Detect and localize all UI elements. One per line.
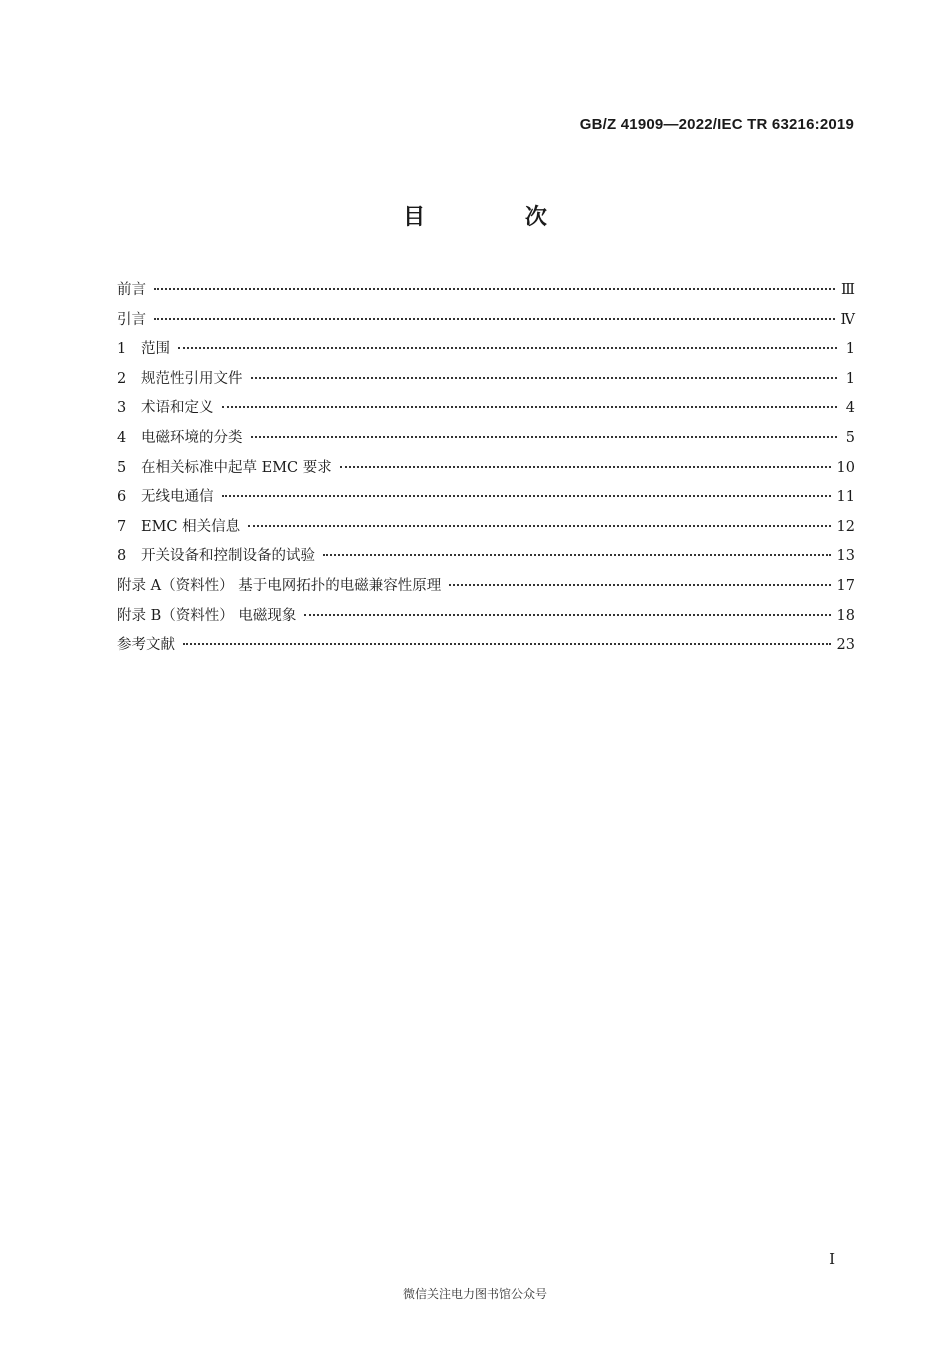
toc-entry-page: 13 (836, 548, 855, 565)
toc-entry-number: 4 (117, 429, 127, 446)
toc-entry-page: 11 (836, 489, 855, 506)
watermark-text: 微信关注电力图书馆公众号 (402, 1287, 547, 1301)
dot-leader (154, 288, 835, 290)
toc-entry-page: 10 (836, 459, 855, 476)
toc-entry[interactable] (117, 633, 855, 663)
toc-entry[interactable] (117, 396, 855, 426)
dot-leader (340, 466, 831, 468)
toc-entry-page: Ⅲ (841, 282, 855, 298)
toc-entry-label: 电磁环境的分类 (141, 429, 243, 446)
toc-entry-number: 3 (117, 400, 127, 417)
toc-entry-page: 1 (845, 341, 855, 358)
page-number: I (829, 1250, 835, 1268)
toc-entry-number: 5 (117, 459, 127, 476)
dot-leader (323, 554, 831, 556)
toc-entry[interactable] (117, 604, 855, 634)
toc-entry[interactable] (117, 574, 855, 604)
toc-entry[interactable] (117, 485, 855, 515)
dot-leader (251, 377, 838, 379)
toc-entry-label: 无线电通信 (141, 489, 214, 506)
toc-entry[interactable] (117, 544, 855, 574)
toc-entry-label: 附录 A（资料性） 基于电网拓扑的电磁兼容性原理 (117, 577, 442, 594)
toc-entry[interactable] (117, 515, 855, 545)
toc-entry-number: 1 (117, 341, 127, 358)
toc-entry[interactable] (117, 308, 855, 338)
dot-leader (248, 525, 830, 527)
dot-leader (304, 614, 830, 616)
dot-leader (154, 318, 835, 320)
toc-entry-label: 范围 (141, 341, 170, 358)
dot-leader (449, 584, 830, 586)
toc-entry-number: 8 (117, 548, 127, 565)
dot-leader (178, 347, 837, 349)
page-title: 目 次 (403, 205, 593, 230)
toc-entry-label: 附录 B（资料性） 电磁现象 (117, 607, 297, 624)
toc-entry-page: 5 (845, 429, 855, 446)
toc-entry-number: 7 (117, 518, 127, 535)
dot-leader (222, 495, 831, 497)
toc-entry[interactable] (117, 337, 855, 367)
dot-leader (251, 436, 838, 438)
toc-entry-label: 引言 (117, 311, 146, 328)
toc-entry-page: 17 (836, 577, 855, 594)
toc-entry-label: 开关设备和控制设备的试验 (141, 548, 315, 565)
toc-entry-page: 4 (845, 400, 855, 417)
dot-leader (183, 643, 831, 645)
toc-entry-page: 23 (836, 637, 855, 654)
toc-entry[interactable] (117, 367, 855, 397)
standard-code: GB/Z 41909—2022/IEC TR 63216:2019 (579, 116, 854, 133)
table-of-contents (117, 278, 855, 663)
toc-entry-page: Ⅳ (840, 311, 855, 328)
toc-entry-number: 6 (117, 489, 127, 506)
toc-entry-label: 规范性引用文件 (141, 370, 243, 387)
toc-entry[interactable] (117, 426, 855, 456)
toc-entry-label: 术语和定义 (141, 400, 214, 417)
toc-entry-label: EMC 相关信息 (141, 518, 241, 535)
toc-entry-number: 2 (117, 370, 127, 387)
toc-entry-label: 参考文献 (117, 637, 175, 654)
toc-entry[interactable] (117, 456, 855, 486)
dot-leader (222, 406, 838, 408)
toc-entry-page: 18 (836, 607, 855, 624)
toc-entry-label: 在相关标准中起草 EMC 要求 (141, 459, 332, 476)
toc-entry-page: 12 (836, 518, 855, 535)
toc-entry[interactable] (117, 278, 855, 308)
toc-entry-label: 前言 (117, 282, 146, 298)
toc-entry-page: 1 (845, 370, 855, 387)
